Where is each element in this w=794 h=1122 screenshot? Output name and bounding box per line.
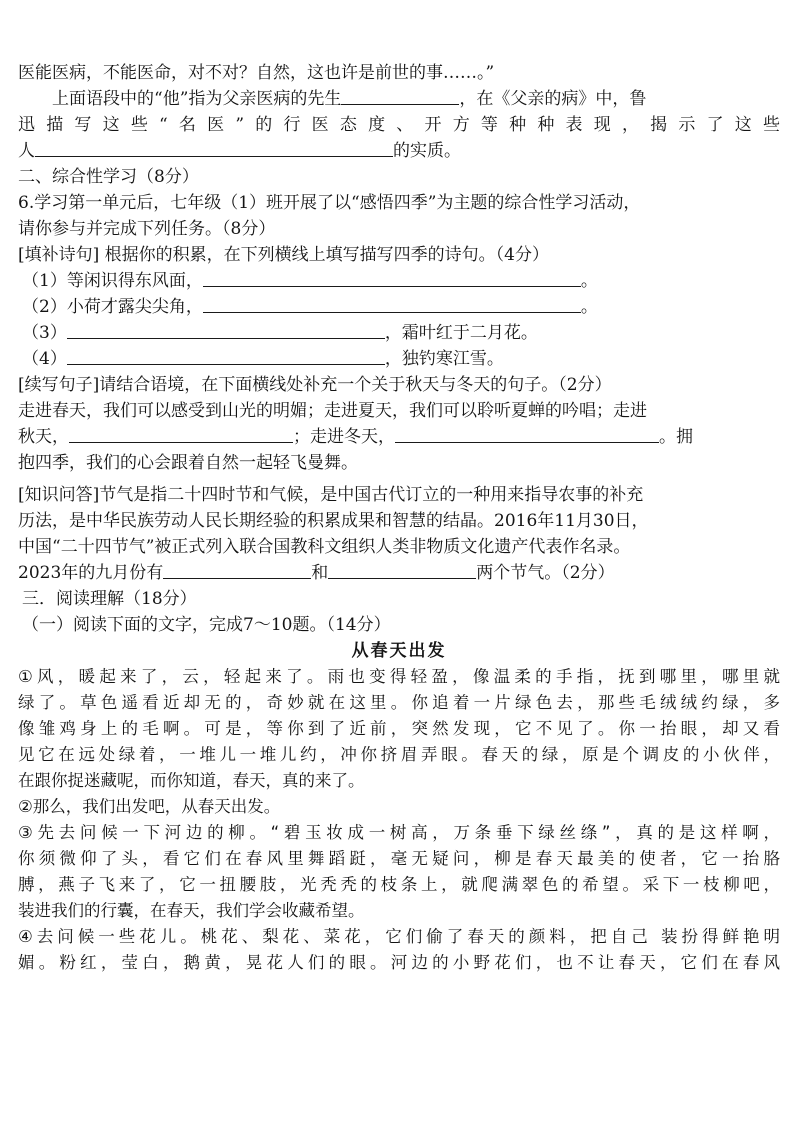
text-fragment: ；走进冬天，: [293, 427, 395, 447]
answer-blank[interactable]: [341, 86, 459, 105]
text-fragment: 上面语段中的“他”指为父亲医病的先生: [52, 89, 342, 109]
answer-blank[interactable]: [328, 560, 476, 579]
section-heading: 二、综合性学习（8分）: [18, 167, 199, 187]
prev-question-line: 医能医病，不能医命，对不对？自然，这也许是前世的事……。”: [18, 63, 495, 83]
article-line: 你须微仰了头，看它们在春风里舞蹈跹，毫无疑问，柳是春天最美的使者，它一抬胳: [18, 849, 780, 868]
article-line: 在跟你捉迷藏呢，而你知道，春天，真的来了。: [18, 771, 365, 790]
section-heading: 三．阅读理解（18分）: [22, 589, 197, 609]
poem-prompt: （3）: [22, 323, 67, 343]
poem-item-1: [18, 268, 780, 294]
text-fragment: ，在《父亲的病》中，鲁: [459, 89, 647, 109]
article-line: 像雏鸡身上的毛啊。可是，等你到了近前，突然发现，它不见了。你一抬眼，却又看: [18, 719, 780, 738]
poem-end: ，独钓寒江雪。: [384, 349, 504, 369]
knowledge-line: [知识问答]节气是指二十四时节和气候，是中国古代订立的一种用来指导农事的补充: [18, 485, 644, 505]
article-body: [18, 664, 780, 976]
sentence-line: 抱四季，我们的心会跟着自然一起轻飞曼舞。: [18, 453, 358, 473]
answer-blank[interactable]: [35, 138, 393, 157]
answer-blank[interactable]: [203, 294, 581, 313]
article-line: ②那么，我们出发吧，从春天出发。: [18, 797, 281, 816]
poem-prompt: （2）小荷才露尖尖角，: [22, 297, 203, 317]
poem-task-heading: [填补诗句] 根据你的积累，在下列横线上填写描写四季的诗句。（4分）: [18, 245, 549, 265]
article-line: 见它在远处绿着，一堆儿一堆儿约，冲你挤眉弄眼。春天的绿，原是个调皮的小伙伴，: [18, 745, 780, 764]
question-6-line: 6.学习第一单元后，七年级（1）班开展了以“感悟四季”为主题的综合性学习活动，: [18, 193, 641, 213]
sentence-line: [18, 424, 780, 450]
poem-prompt: （4）: [22, 349, 67, 369]
answer-blank[interactable]: [69, 424, 293, 443]
text-fragment: 2023年的九月份有: [18, 563, 164, 583]
poem-end: 。: [580, 297, 598, 317]
answer-blank[interactable]: [203, 268, 581, 287]
sub-heading: （一）阅读下面的文字，完成7～10题。（14分）: [22, 615, 391, 635]
answer-blank[interactable]: [67, 346, 385, 365]
article-line: 装进我们的行囊，在春天，我们学会收藏希望。: [18, 901, 365, 920]
sentence-task-heading: [续写句子]请结合语境，在下面横线处补充一个关于秋天与冬天的句子。（2分）: [18, 375, 612, 395]
poem-end: 。: [580, 271, 598, 291]
article-line: ①风，暖起来了，云，轻起来了。雨也变得轻盈，像温柔的手指，抚到哪里，哪里就: [18, 667, 780, 686]
knowledge-line: 历法，是中华民族劳动人民长期经验的积累成果和智慧的结晶。2016年11月30日，: [18, 511, 649, 531]
answer-blank[interactable]: [395, 424, 659, 443]
poem-prompt: （1）等闲识得东风面，: [22, 271, 203, 291]
text-fragment: 两个节气。（2分）: [476, 563, 615, 583]
poem-item-2: [18, 294, 780, 320]
text-fragment: 的实质。: [393, 141, 461, 161]
text-fragment: 秋天，: [18, 427, 69, 447]
poem-end: ，霜叶红于二月花。: [384, 323, 538, 343]
prev-question-line: [18, 86, 780, 112]
article-line: ④去问候一些花儿。桃花、梨花、菜花，它们偷了春天的颜料，把自己 装扮得鲜艳明: [18, 927, 780, 946]
article-line: ③先去问候一下河边的柳。“碧玉妆成一树高，万条垂下绿丝绦”，真的是这样啊，: [18, 823, 780, 842]
knowledge-line: [18, 560, 780, 586]
knowledge-line: 中国“二十四节气”被正式列入联合国教科文组织人类非物质文化遗产代表作名录。: [18, 537, 631, 557]
answer-blank[interactable]: [163, 560, 311, 579]
poem-item-4: [18, 346, 780, 372]
article-line: 膊，燕子飞来了，它一扭腰肢，光秃秃的枝条上，就爬满翠色的希望。采下一枝柳吧，: [18, 875, 780, 894]
sentence-line: 走进春天，我们可以感受到山光的明媚；走进夏天，我们可以聆听夏蝉的吟唱；走进: [18, 401, 647, 421]
text-fragment: 人: [18, 141, 35, 161]
article-title: 从春天出发: [351, 641, 447, 661]
article-line: 媚。粉红，莹白，鹅黄，晃花人们的眼。河边的小野花们，也不让春天，它们在春风: [18, 953, 780, 972]
text-fragment: 。拥: [659, 427, 693, 447]
question-6-line: 请你参与并完成下列任务。（8分）: [18, 219, 276, 239]
article-line: 绿了。草色遥看近却无的，奇妙就在这里。你追着一片绿色去，那些毛绒绒约绿，多: [18, 693, 780, 712]
answer-blank[interactable]: [67, 320, 385, 339]
prev-question-line: 迅描写这些“名医”的行医态度、开方等种种表现，揭示了这些: [18, 115, 780, 135]
poem-item-3: [18, 320, 780, 346]
text-fragment: 和: [311, 563, 329, 583]
prev-question-line: [18, 138, 780, 164]
exam-page: [18, 60, 780, 976]
